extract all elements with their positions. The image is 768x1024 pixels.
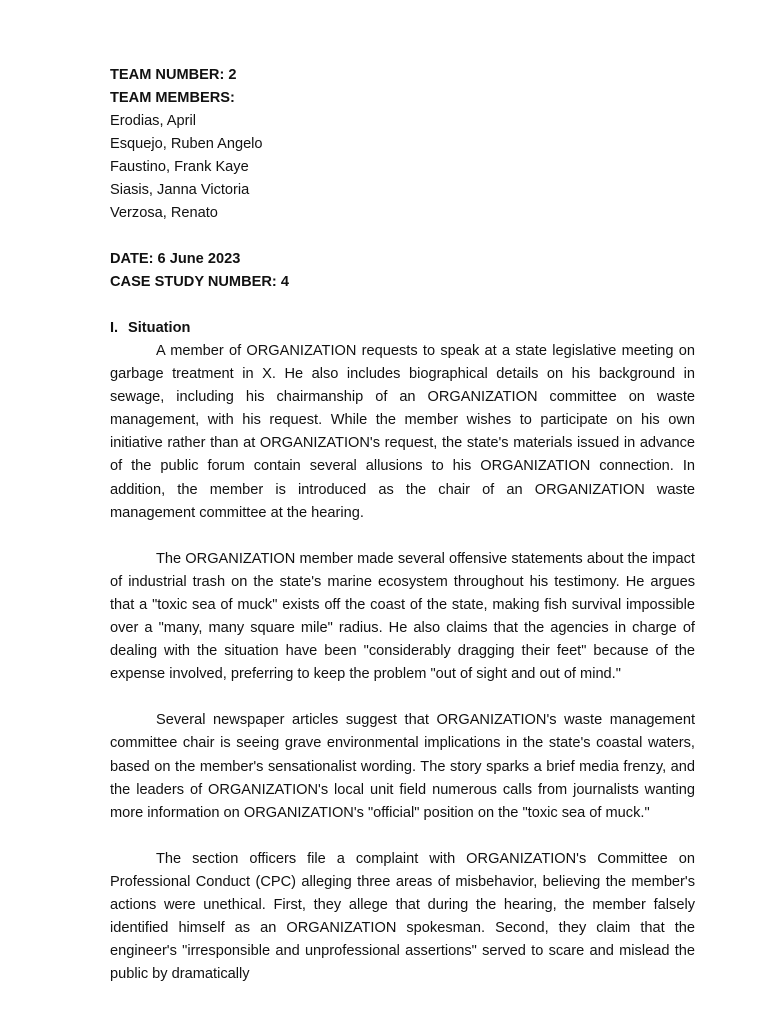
section-number: I. <box>110 320 119 336</box>
team-members-list <box>110 110 695 225</box>
team-member: Verzosa, Renato <box>110 205 218 221</box>
team-member: Faustino, Frank Kaye <box>110 159 249 175</box>
team-member: Siasis, Janna Victoria <box>110 182 250 198</box>
section-title: Situation <box>128 320 191 336</box>
document-page <box>110 64 695 986</box>
paragraph: A member of ORGANIZATION requests to speak at a state legislative meeting on garbage treatment in X. He also includes biographical details on his background in sewage, including his chairmanship of an ORGANIZATION committee on waste management, with his request. While the member wishes to participate on his own initiative rather than at ORGANIZATION's request, the state's materials issued in advance of the public forum contain several allusions to his ORGANIZATION connection. In addition, the member is introduced as the chair of an ORGANIZATION waste management committee at the hearing. <box>110 343 695 521</box>
date-line: DATE: 6 June 2023 <box>110 251 241 267</box>
section-heading <box>110 317 695 340</box>
team-member: Esquejo, Ruben Angelo <box>110 136 263 152</box>
paragraph: The ORGANIZATION member made several offensive statements about the impact of industrial trash on the state's marine ecosystem throughout his testimony. He argues that a "toxic sea of muck" exists off the coast of the state, making fish survival impossible over a "many, many square mile" radius. He also claims that the agencies in charge of dealing with the situation have been "considerably dragging their feet" because of the expense involved, preferring to keep the problem "out of sight and out of mind." <box>110 550 695 683</box>
paragraph: Several newspaper articles suggest that ORGANIZATION's waste management committee chair is seeing grave environmental implications in the state's coastal waters, based on the member's sensationalist wording. The story sparks a brief media frenzy, and the leaders of ORGANIZATION's local unit field numerous calls from journalists wanting more information on ORGANIZATION's "official" position on the "toxic sea of muck." <box>110 712 695 821</box>
case-study-number: CASE STUDY NUMBER: 4 <box>110 274 289 290</box>
team-members-label: TEAM MEMBERS: <box>110 90 235 106</box>
paragraph: The section officers file a complaint with ORGANIZATION's Committee on Professional Conduct (CPC) alleging three areas of misbehavior, believing the member's actions were unethical. First, they allege that during the hearing, the member falsely identified himself as an ORGANIZATION spokesman. Second, they claim that the engineer's "irresponsible and unprofessional assertions" served to scare and mislead the public by dramatically <box>110 850 695 983</box>
team-number: TEAM NUMBER: 2 <box>110 67 237 83</box>
team-member: Erodias, April <box>110 113 196 129</box>
